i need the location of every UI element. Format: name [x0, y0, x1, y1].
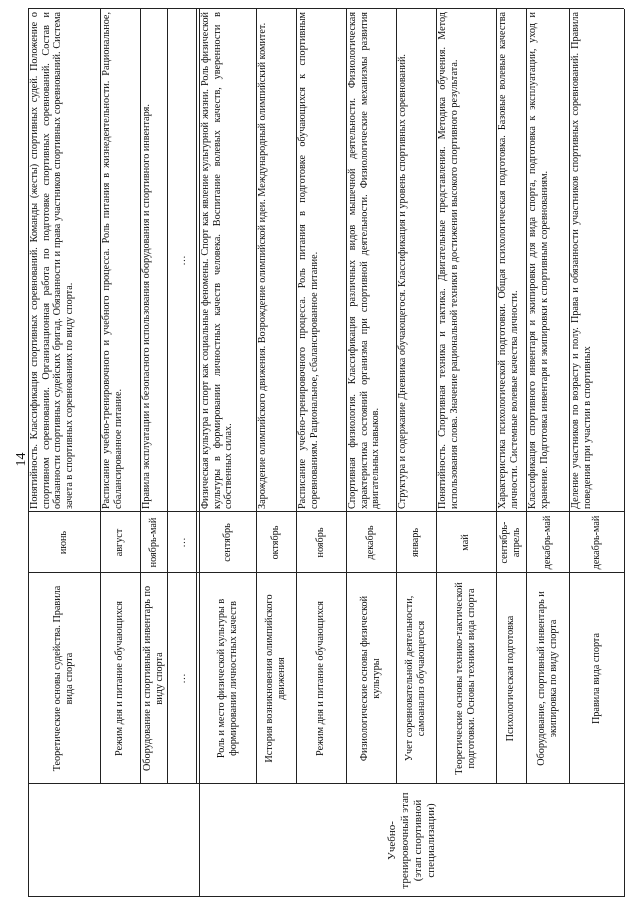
- period-cell: август: [114, 528, 126, 557]
- content-cell: Понятийность. Спортивная техника и тактика. Двигательные представления. Методика обучения. Метод использования слова. Значение рациональной техники в достижении высокого спортивного результата.: [437, 12, 460, 509]
- period-cell: май: [460, 534, 472, 551]
- content-cell: Зарождение олимпийского движения. Возрождение олимпийской идеи. Международный олимпийский комитет.: [257, 22, 268, 509]
- content-cell: Классификация спортивного инвентаря и экипировки для вида спорта, подготовка к эксплуатации, уход и хранение. Подготовка инвентаря и экипировки к спортивным соревнованиям.: [527, 12, 550, 509]
- page-number: 14: [14, 452, 29, 467]
- content-cell: …: [177, 255, 189, 266]
- topic-cell: Теоретические основы технико-тактической подготовки. Основы техники вида спорта: [454, 582, 477, 775]
- topic-cell: …: [177, 673, 189, 684]
- content-cell: Характеристика психологической подготовки. Общая психологическая подготовка. Базовые волевые качества личности. Системные волевые качества личности.: [497, 12, 520, 509]
- topic-cell: Режим дня и питание обучающихся: [114, 601, 126, 756]
- row-line: [624, 9, 625, 897]
- period-cell: январь: [410, 527, 422, 558]
- topic-cell: Психологическая подготовка: [505, 615, 517, 742]
- period-cell: …: [177, 537, 189, 548]
- topic-cell: Учет соревновательной деятельности, самоанализ обучающегося: [404, 595, 427, 762]
- topic-cell: История возникновения олимпийского движения: [264, 594, 287, 763]
- curriculum-table: [28, 9, 624, 897]
- content-cell: Структура и содержание Дневника обучающегося. Классификация и уровень спортивных соревнований.: [397, 54, 408, 509]
- period-cell: декабрь-май: [590, 515, 602, 570]
- content-cell: Расписание учебно-тренировочного процесса. Роль питания в подготовке обучающихся к спортивным соревнованиям. Рациональное, сбалансированное питание.: [297, 12, 320, 509]
- period-cell: октябрь: [270, 525, 282, 560]
- topic-cell: Оборудование и спортивный инвентарь по виду спорта: [141, 585, 165, 772]
- period-cell: декабрь: [365, 525, 377, 560]
- period-cell: ноябрь: [315, 527, 327, 558]
- period-cell: сентябрь: [221, 523, 233, 562]
- content-cell: Спортивная физиология. Классификация различных видов мышечной деятельности. Физиологическая характеристика состояний организма при спортивной деятельности. Физиологические механизмы развития двигательных навыков.: [347, 12, 382, 509]
- content-cell: Физическая культура и спорт как социальные феномены. Спорт как явление культурной жизни. Роль физической культуры в формировании личностных качеств человека. Воспитание волевых качеств, уверенности в собственных силах.: [200, 12, 235, 509]
- topic-cell: Роль и место физической культуры в формировании личностных качеств: [215, 598, 239, 759]
- topic-cell: Физиологические основы физической культуры: [359, 595, 382, 762]
- stage-label: Учебно-тренировочный этап (этап спортивной специализации): [385, 792, 437, 889]
- content-cell: Правила эксплуатации и безопасного использования оборудования и спортивного инвентаря.: [141, 104, 152, 509]
- period-cell: сентябрь-апрель: [499, 521, 522, 564]
- period-cell: июнь: [58, 530, 70, 555]
- topic-cell: Теоретические основы судейства. Правила вида спорта: [52, 585, 75, 772]
- topic-cell: Оборудование, спортивный инвентарь и экипировка по виду спорта: [535, 591, 559, 766]
- content-cell: Деление участников по возрасту и полу. Права и обязанности участников спортивных соревнований. Правила поведения при участии в спортивных: [570, 12, 593, 509]
- topic-cell: Режим дня и питание обучающихся: [315, 601, 327, 756]
- period-cell: декабрь-май: [541, 515, 553, 570]
- period-cell: ноябрь-май: [147, 517, 159, 568]
- content-cell: Понятийность. Классификация спортивных соревнований. Команды (жесты) спортивных судей. Положение о спортивном соревновании. Организационная работа по подготовке спортивных соревнований. Состав и обязанности спортивных судейских бригад. Обязанности и права участников спортивных соревнований. Система зачета в спортивных соревнованиях по виду спорта.: [29, 12, 75, 509]
- content-cell: Расписание учебно-тренировочного и учебного процесса. Роль питания в жизнедеятельности. Рациональное, сбалансированное питание.: [101, 12, 124, 509]
- topic-cell: Правила вида спорта: [590, 632, 602, 725]
